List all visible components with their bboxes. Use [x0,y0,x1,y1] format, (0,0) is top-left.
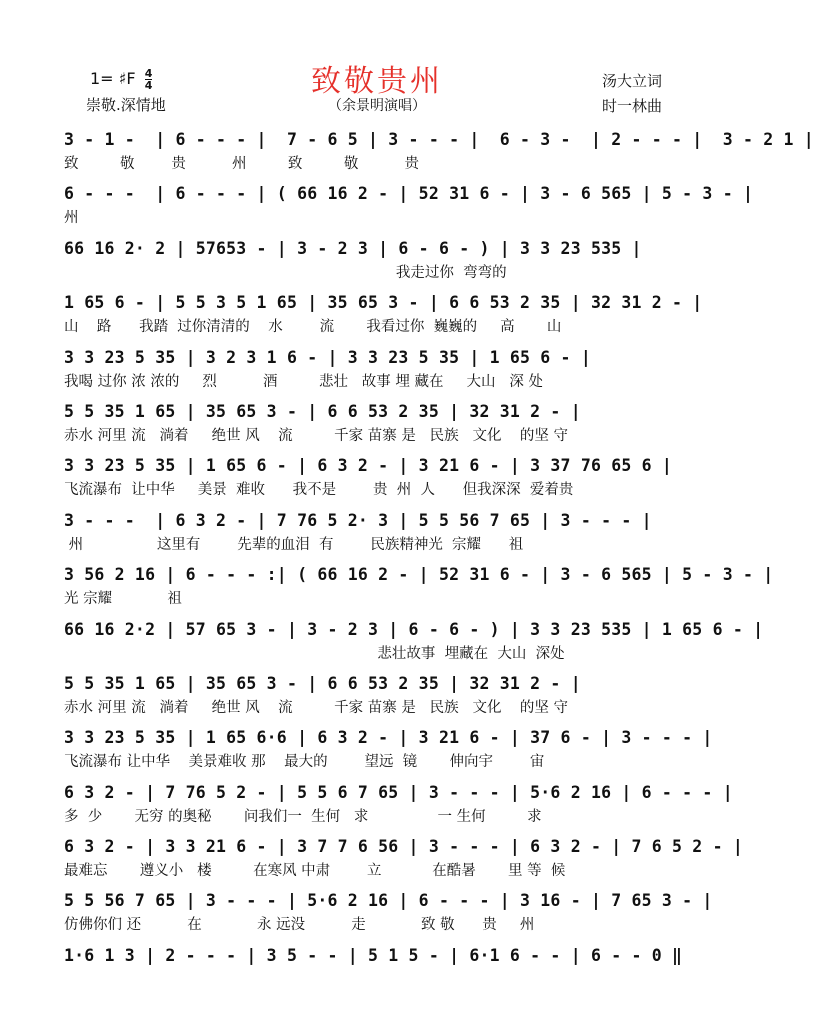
lyric-line [64,970,688,990]
notation-line: 1·6 1 3 | 2 - - - | 3 5 - - | 5 1 5 - | 6·1 6 - - | 6 - - 0 ‖ [64,945,683,965]
lyric-line: 我走过你 弯弯的 [64,264,507,281]
time-top: 4 [144,67,153,80]
score-system [64,448,688,502]
notation-line: 1 65 6 - | 5 5 3 5 1 65 | 35 65 3 - | 6 6 53 2 35 | 32 31 2 - | [64,293,703,313]
notation-line: 66 16 2·2 | 57 65 3 - | 3 - 2 3 | 6 - 6 - ) | 3 3 23 535 | 1 65 6 - | [64,619,764,639]
time-bottom: 4 [144,79,153,92]
mood-marking: 崇敬.深情地 [86,96,166,114]
lyric-line: 山 路 我踏 过你清清的 水 流 我看过你 巍巍的 高 山 [64,319,562,336]
lyric-line: 我喝 过你 浓 浓的 烈 酒 悲壮 故事 埋 藏在 大山 深 处 [64,373,543,390]
notation-line: 3 3 23 5 35 | 3 2 3 1 6 - | 3 3 23 5 35 | 1 65 6 - | [64,347,591,367]
notation-line: 3 3 23 5 35 | 1 65 6 - | 6 3 2 - | 3 21 6 - | 3 37 76 65 6 | [64,456,673,476]
time-signature [145,68,153,91]
lyric-line: 多 少 无穷 的奥秘 问我们一 生何 求 一 生何 求 [64,808,542,825]
score-system [64,340,688,394]
score-system [64,829,743,883]
key-signature [90,68,152,91]
score-system [64,394,688,448]
score-system [64,938,688,992]
notation-line: 3 3 23 5 35 | 1 65 6·6 | 6 3 2 - | 3 21 6 - | 37 6 - | 3 - - - | [64,728,713,748]
score-system [64,775,733,829]
notation-line: 6 - - - | 6 - - - | ( 66 16 2 - | 52 31 6 - | 3 - 6 565 | 5 - 3 - | [64,184,754,204]
notation-line: 3 56 2 16 | 6 - - - :| ( 66 16 2 - | 52 31 6 - | 3 - 6 565 | 5 - 3 - | [64,565,774,585]
lyric-line: 悲壮故事 埋藏在 大山 深处 [64,645,565,662]
lyric-line: 致 敬 贵 州 致 敬 贵 [64,156,420,172]
score-system [64,231,688,285]
lyric-line: 飞流瀑布 让中华 美景 难收 我不是 贵 州 人 但我深深 爱着贵 [64,482,574,499]
notation-line: 3 - - - | 6 3 2 - | 7 76 5 2· 3 | 5 5 56 7 65 | 3 - - - | [64,510,652,530]
lyric-line: 飞流瀑布 让中华 美景难收 那 最大的 望远 镜 伸向宇 宙 [64,754,545,771]
lyric-line: 州 [64,210,79,227]
score-system [64,503,688,557]
lyric-line: 光 宗耀 祖 [64,591,182,608]
score-system [64,176,754,230]
score-system [64,720,713,774]
singer-credit: （余景明演唱） [328,98,426,114]
notation-line: 3 - 1 - | 6 - - - | 7 - 6 5 | 3 - - - | 6 - 3 - | 2 - - - | 3 - 2 1 | [64,130,814,149]
lyric-line: 赤水 河里 流 淌着 绝世 风 流 千家 苗寨 是 民族 文化 的坚 守 [64,427,569,444]
notation-line: 66 16 2· 2 | 57653 - | 3 - 2 3 | 6 - 6 - ) | 3 3 23 535 | [64,238,642,258]
score-system [64,122,814,176]
lyricist-credit: 汤大立词 [602,72,663,90]
notation-line: 5 5 35 1 65 | 35 65 3 - | 6 6 53 2 35 | 32 31 2 - | [64,673,581,693]
notation-line: 5 5 56 7 65 | 3 - - - | 5·6 2 16 | 6 - - - | 3 16 - | 7 65 3 - | [64,891,713,911]
lyric-line: 州 这里有 先辈的血泪 有 民族精神光 宗耀 祖 [64,536,524,553]
lyric-line: 最难忘 遵义小 楼 在寒风 中肃 立 在酷暑 里 等 候 [64,863,566,880]
key-label: 1= ♯F [90,69,136,88]
score-system [64,666,688,720]
lyric-line: 仿佛你们 还 在 永 远没 走 致 敬 贵 州 [64,917,535,934]
score [64,122,814,992]
notation-line: 6 3 2 - | 3 3 21 6 - | 3 7 7 6 56 | 3 - - - | 6 3 2 - | 7 6 5 2 - | [64,837,743,857]
score-system [64,285,703,339]
notation-line: 5 5 35 1 65 | 35 65 3 - | 6 6 53 2 35 | 32 31 2 - | [64,401,581,421]
score-system [64,557,774,611]
song-title: 致敬贵州 [311,64,443,99]
score-system [64,883,713,937]
notation-line: 6 3 2 - | 7 76 5 2 - | 5 5 6 7 65 | 3 - - - | 5·6 2 16 | 6 - - - | [64,782,733,802]
score-system [64,612,764,666]
lyric-line: 赤水 河里 流 淌着 绝世 风 流 千家 苗寨 是 民族 文化 的坚 守 [64,699,569,716]
composer-credit: 时一林曲 [602,97,663,115]
